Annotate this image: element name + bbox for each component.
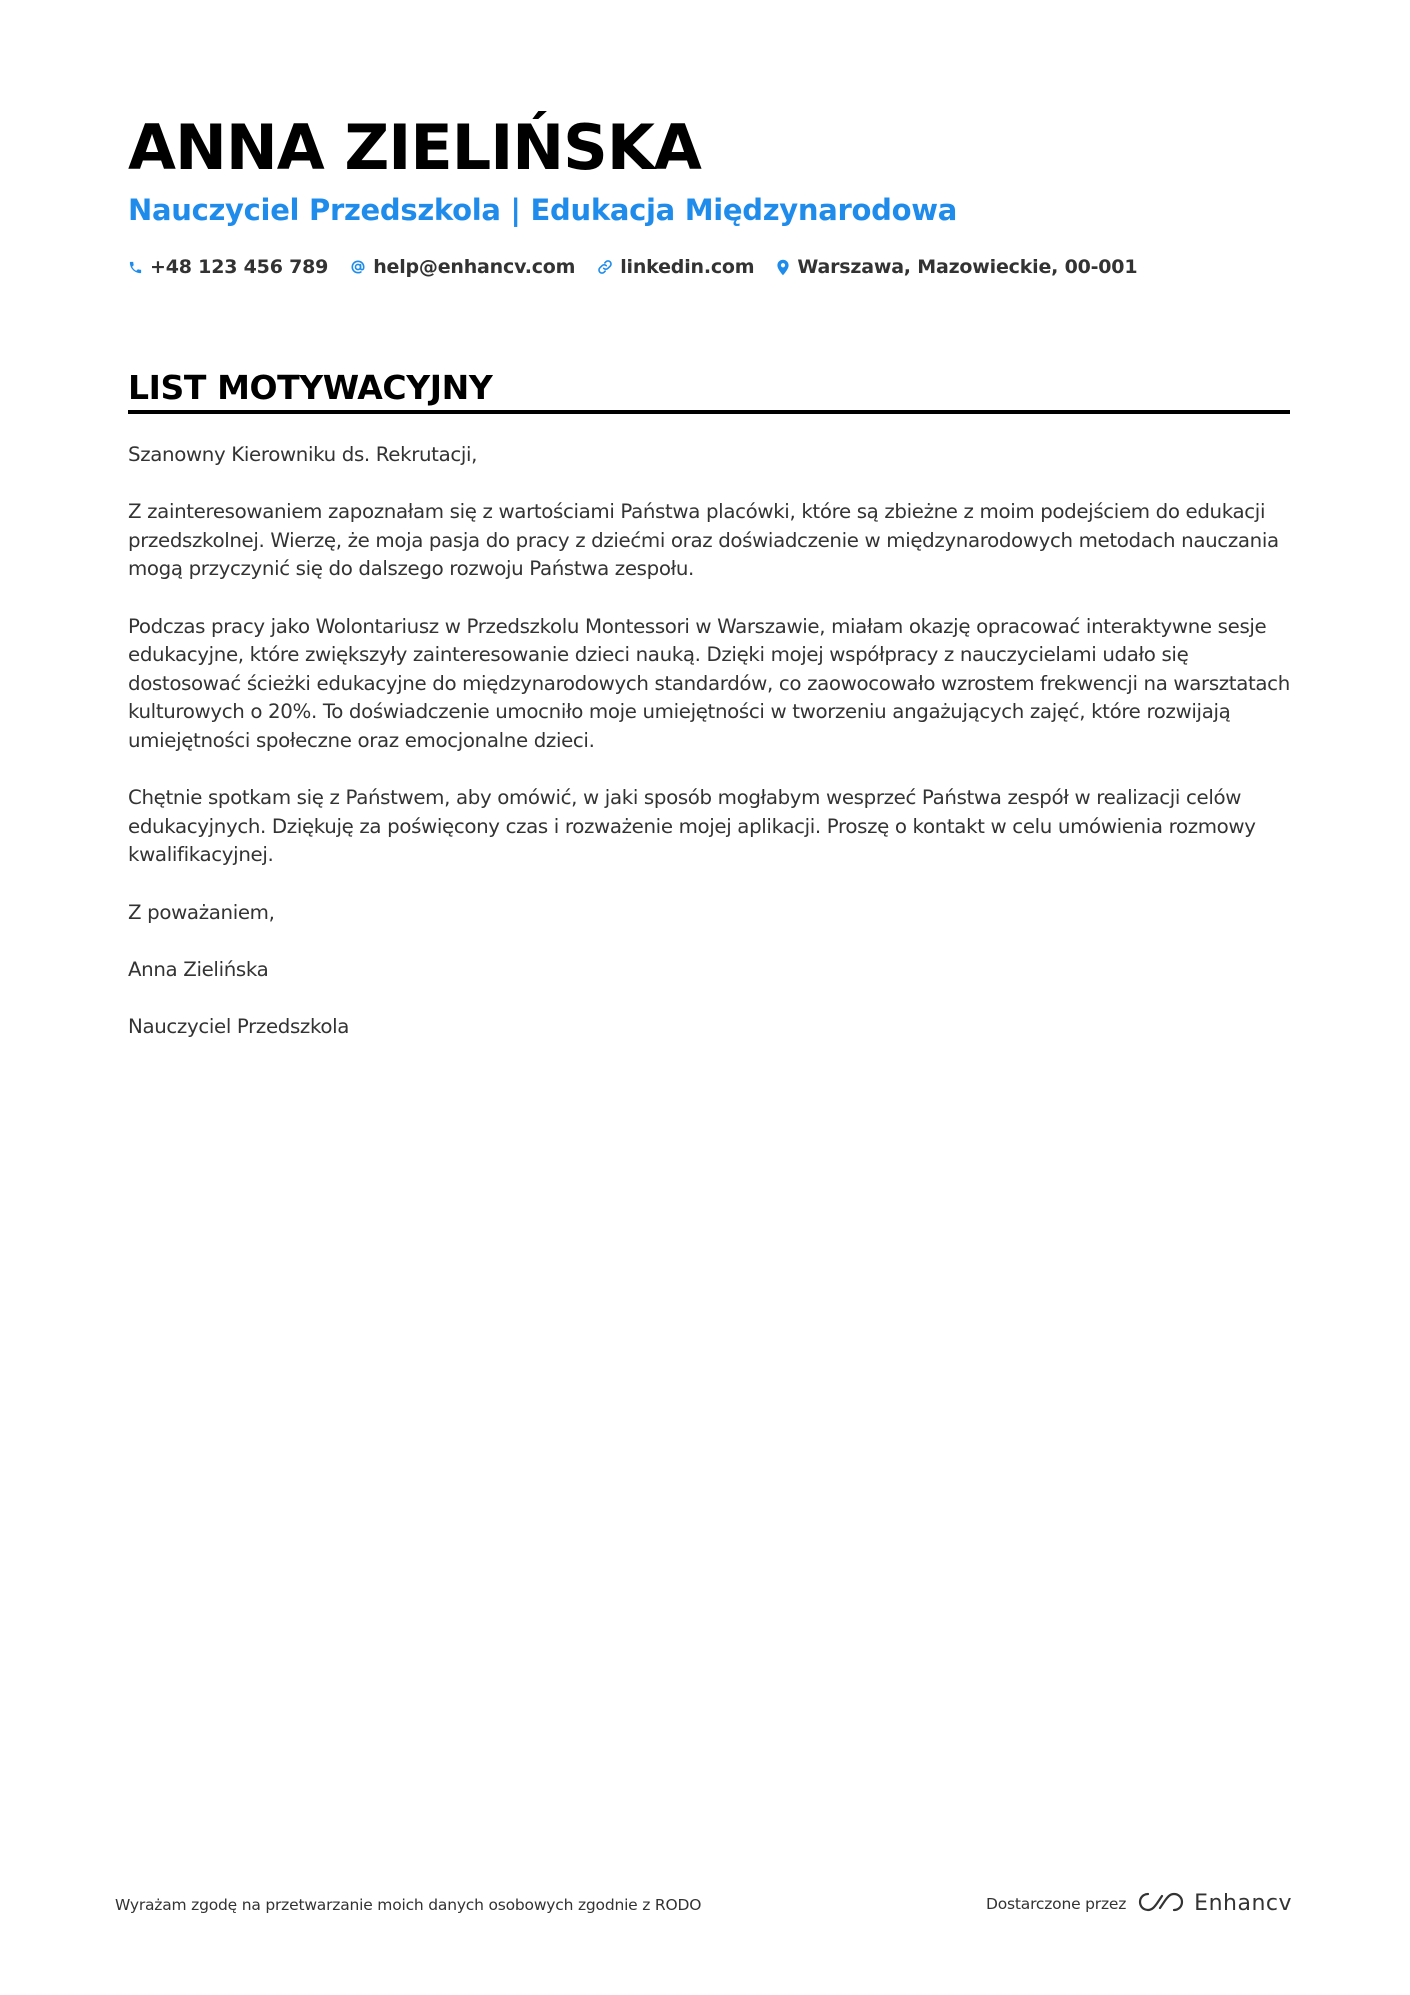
signature-title: Nauczyciel Przedszkola	[128, 1014, 350, 1038]
letter-paragraph: Z zainteresowaniem zapoznałam się z wartościami Państwa placówki, które są zbieżne z moim podejściem do edukacji przedszkolnej. Wierzę, że moja pasja do pracy z dziećmi oraz doświadczenie w międzynarodowych metodach nauczania mogą przyczynić się do dalszego rozwoju Państwa zespołu.	[128, 500, 1279, 581]
signature-name: Anna Zielińska	[128, 957, 269, 981]
contact-bar	[128, 253, 1137, 281]
enhancv-logo-icon	[1138, 1890, 1184, 1918]
gdpr-consent-note: Wyrażam zgodę na przetwarzanie moich danych osobowych zgodnie z RODO	[115, 1896, 702, 1914]
letter-greeting: Szanowny Kierowniku ds. Rekrutacji,	[128, 443, 478, 466]
phone-number[interactable]: +48 123 456 789	[150, 256, 329, 278]
letter-body	[128, 441, 1290, 1070]
section-title: LIST MOTYWACYJNY	[128, 368, 493, 407]
applicant-name: ANNA ZIELIŃSKA	[128, 111, 701, 184]
contact-phone	[128, 253, 328, 281]
contact-email	[350, 253, 575, 281]
phone-icon	[128, 260, 143, 275]
section-divider	[128, 410, 1290, 414]
powered-by-label: Dostarczone przez	[986, 1895, 1127, 1913]
contact-location	[776, 253, 1137, 281]
powered-by	[986, 1890, 1292, 1918]
link-icon	[597, 259, 613, 275]
letter-closing: Z poważaniem,	[128, 900, 275, 924]
location-text: Warszawa, Mazowieckie, 00-001	[797, 256, 1138, 278]
location-pin-icon	[776, 259, 790, 276]
brand-name: Enhancv	[1194, 1891, 1292, 1916]
letter-paragraph: Podczas pracy jako Wolontariusz w Przedszkolu Montessori w Warszawie, miałam okazję opracować interaktywne sesje edukacyjne, które zwiększyły zainteresowanie dzieci nauką. Dzięki mojej współpracy z nauczycielami udało się dostosować ścieżki edukacyjne do międzynarodowych standardów, co zaowocowało wzrostem frekwencji na warsztatach kulturowych o 20%. To doświadczenie umocniło moje umiejętności w tworzeniu angażujących zajęć, które rozwijają umiejętności społeczne oraz emocjonalne dzieci.	[128, 614, 1290, 752]
linkedin-link[interactable]: linkedin.com	[620, 256, 755, 278]
email-address[interactable]: help@enhancv.com	[373, 256, 576, 278]
contact-linkedin	[597, 253, 754, 281]
applicant-title: Nauczyciel Przedszkola | Edukacja Międzynarodowa	[128, 193, 957, 227]
brand-logo[interactable]	[1138, 1890, 1292, 1918]
letter-paragraph: Chętnie spotkam się z Państwem, aby omówić, w jaki sposób mogłabym wesprzeć Państwa zespół w realizacji celów edukacyjnych. Dziękuję za poświęcony czas i rozważenie mojej aplikacji. Proszę o kontakt w celu umówienia rozmowy kwalifikacyjnej.	[128, 786, 1256, 867]
at-icon	[350, 259, 366, 275]
